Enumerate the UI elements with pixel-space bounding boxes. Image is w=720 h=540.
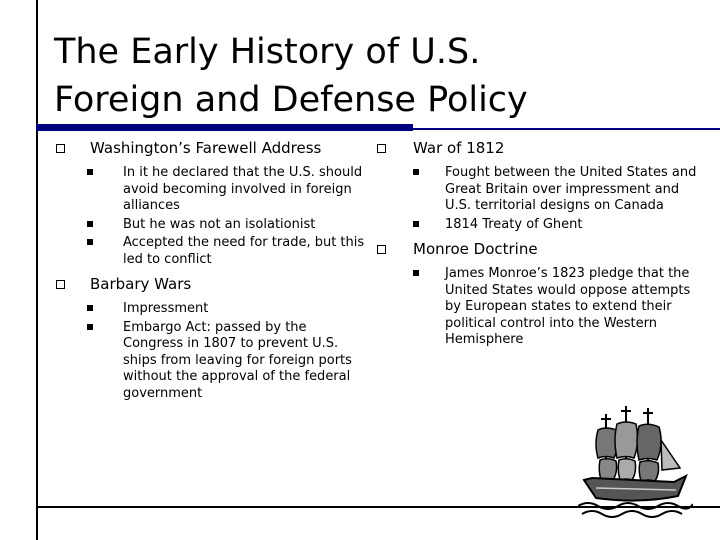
bullet-group	[36, 140, 366, 268]
bullet-heading: Monroe Doctrine	[413, 240, 538, 258]
level2-bullet	[365, 266, 705, 349]
bullet-heading: War of 1812	[413, 139, 505, 157]
title-underline-thick	[36, 124, 413, 131]
level2-bullet	[365, 165, 705, 215]
level2-bullet	[36, 165, 366, 215]
level1-bullet	[365, 241, 705, 258]
left-column	[36, 140, 366, 410]
level2-bullet	[36, 235, 366, 268]
bullet-text: Fought between the United States and Great Britain over impressment and U.S. territorial designs on Canada	[445, 165, 697, 213]
level2-bullet	[365, 217, 705, 234]
bullet-text: James Monroe’s 1823 pledge that the United States would oppose attempts by European states to extend their political control into the Western Hemisphere	[445, 266, 691, 347]
level1-bullet	[36, 140, 366, 157]
bullet-text: 1814 Treaty of Ghent	[445, 216, 583, 232]
hollow-square-bullet-icon	[377, 144, 386, 153]
filled-square-bullet-icon	[413, 221, 419, 227]
bullet-heading: Barbary Wars	[90, 275, 192, 293]
level2-bullet	[36, 217, 366, 234]
level2-bullet	[36, 301, 366, 318]
level2-bullet	[36, 320, 366, 403]
filled-square-bullet-icon	[87, 324, 93, 330]
filled-square-bullet-icon	[87, 221, 93, 227]
bullet-text: Embargo Act: passed by the Congress in 1807 to prevent U.S. ships from leaving for foreign ports without the approval of the federal government	[123, 319, 352, 401]
filled-square-bullet-icon	[87, 239, 93, 245]
bullet-text: In it he declared that the U.S. should avoid becoming involved in foreign alliances	[123, 165, 363, 213]
bullet-text: Impressment	[123, 301, 209, 316]
title-underline-thin	[413, 128, 720, 130]
bullet-group	[365, 140, 705, 233]
slide-title-line-1: The Early History of U.S.	[54, 32, 481, 72]
filled-square-bullet-icon	[87, 305, 93, 311]
level1-bullet	[365, 140, 705, 157]
bullet-heading: Washington’s Farewell Address	[90, 139, 322, 157]
level1-bullet	[36, 276, 366, 293]
hollow-square-bullet-icon	[56, 144, 65, 153]
sailing-ship-icon	[578, 400, 693, 520]
slide-title	[54, 28, 694, 124]
bullet-group	[365, 241, 705, 349]
hollow-square-bullet-icon	[377, 245, 386, 254]
filled-square-bullet-icon	[413, 169, 419, 175]
bullet-text: Accepted the need for trade, but this led to conflict	[123, 235, 365, 267]
right-column	[365, 140, 705, 357]
filled-square-bullet-icon	[87, 169, 93, 175]
filled-square-bullet-icon	[413, 270, 419, 276]
bullet-text: But he was not an isolationist	[123, 216, 316, 232]
hollow-square-bullet-icon	[56, 280, 65, 289]
slide-title-line-2: Foreign and Defense Policy	[54, 80, 528, 120]
bullet-group	[36, 276, 366, 402]
